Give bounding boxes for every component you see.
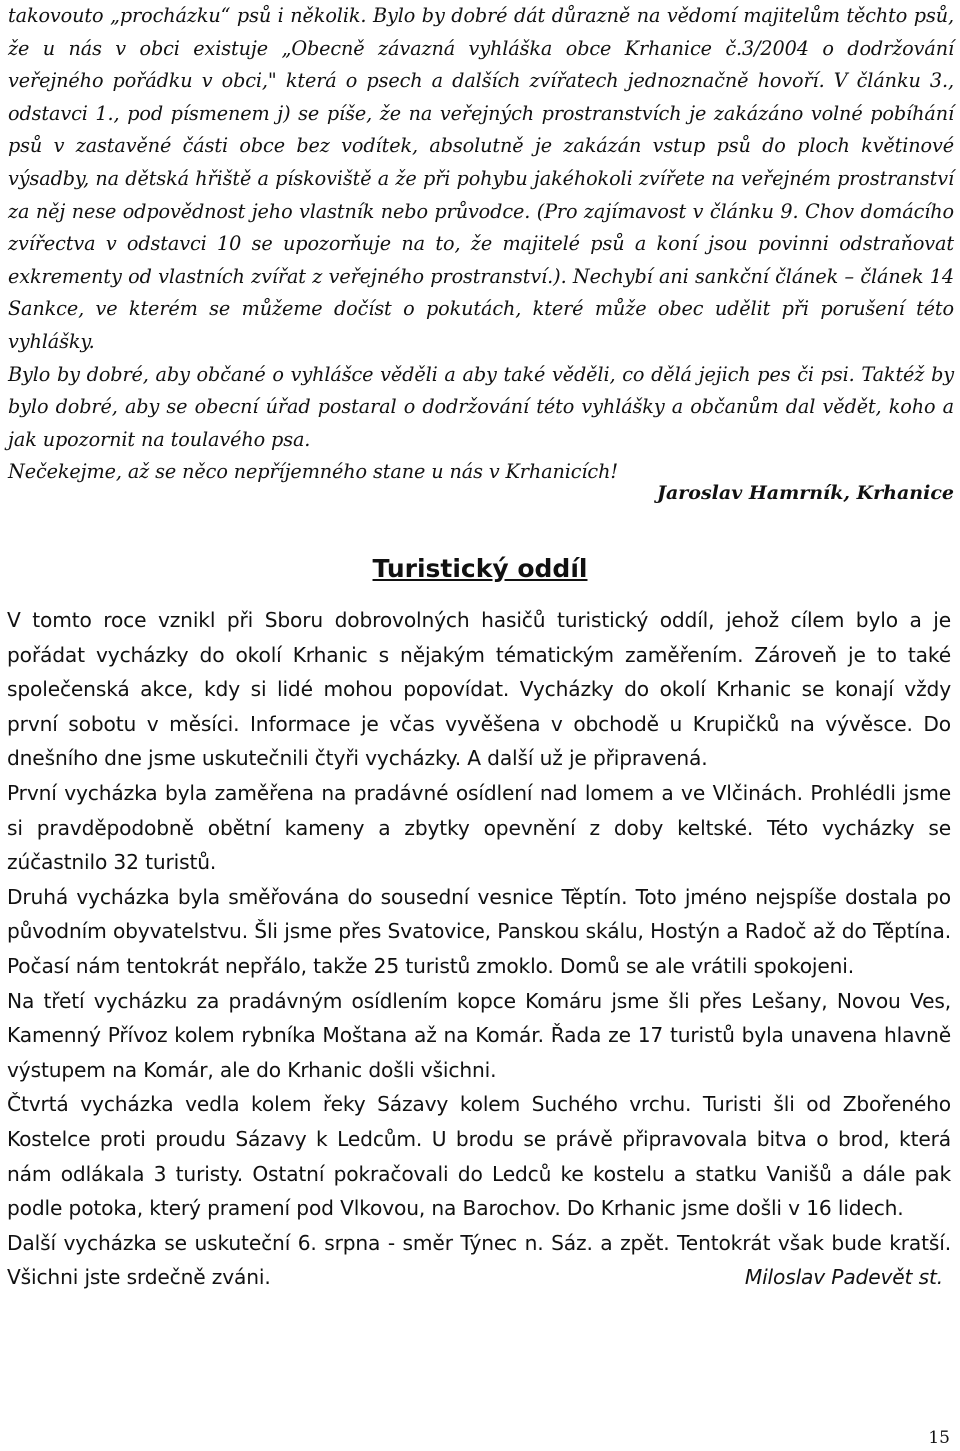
turist-article-body: [7, 603, 951, 1295]
dog-article-paragraph-1: takovouto „procházku“ psů i několik. Bylo by dobré dát důrazně na vědomí majitelům těchto psů, že u nás v obci existuje „Obecně závazná vyhláška obce Krhanice č.3/2004 o dodržování veřejného pořádku v obci," která o psech a dalších zvířatech jednoznačně hovoří. V článku 3., odstavci 1., pod písmenem j) se píše, že na veřejných prostranstvích je zakázáno volné pobíhání psů v zastavěné části obce bez vodítek, absolutně je zakázán vstup psů do ploch květinové výsadby, na dětská hřiště a pískoviště a že při pohybu jakéhokoli zvířete na veřejném prostranství za něj nese odpovědnost jeho vlastník nebo průvodce. (Pro zajímavost v článku 9. Chov domácího zvířectva v odstavci 10 se upozorňuje na to, že majitelé psů a koní jsou povinni odstraňovat exkrementy od vlastních zvířat z veřejného prostranství.). Nechybí ani sankční článek – článek 14 Sankce, ve kterém se můžeme dočíst o pokutách, které může obec udělit při porušení této vyhlášky.: [8, 4, 954, 353]
dog-article-paragraph-3: Nečekejme, až se něco nepříjemného stane u nás v Krhanicích!: [8, 460, 618, 484]
turist-paragraph-6: [7, 1226, 951, 1295]
turist-paragraph-1: V tomto roce vznikl při Sboru dobrovolných hasičů turistický oddíl, jehož cílem bylo a je pořádat vycházky do okolí Krhanic s nějakým tématickým zaměřením. Zároveň je to také společenská akce, kdy si lidé mohou popovídat. Vycházky do okolí Krhanic se konají vždy první sobotu v měsíci. Informace je včas vyvěšena v obchodě u Krupičků na vývěsce. Do dnešního dne jsme uskutečnili čtyři vycházky. A další už je připravená.: [7, 608, 951, 771]
page-number: 15: [928, 1428, 950, 1448]
turist-paragraph-2: První vycházka byla zaměřena na pradávné osídlení nad lomem a ve Vlčinách. Prohlédli jsme si pravděpodobně obětní kameny a zbytky opevnění z doby keltské. Této vycházky se zúčastnilo 32 turistů.: [7, 780, 951, 875]
turist-article-title: Turistický oddíl: [372, 554, 588, 583]
turist-paragraph-3: Druhá vycházka byla směřována do sousední vesnice Těptín. Toto jméno nejspíše dostala po původním obyvatelstvu. Šli jsme přes Svatovice, Panskou skálu, Hostýn a Radoč až do Těptína. Počasí nám tentokrát nepřálo, takže 25 turistů zmoklo. Domů se ale vrátili spokojeni.: [7, 884, 951, 978]
dog-article-signature: Jaroslav Hamrník, Krhanice: [656, 482, 954, 504]
turist-article-author: Miloslav Padevět st.: [744, 1265, 943, 1290]
turist-paragraph-5: Čtvrtá vycházka vedla kolem řeky Sázavy kolem Suchého vrchu. Turisti šli od Zbořeného Kostelce proti proudu Sázavy k Ledcům. U brodu se právě připravovala bitva o brod, která nám odlákala 3 turisty. Ostatní pokračovali do Ledců ke kostelu a statku Vanišů a dále pak podle potoka, který pramení pod Vlkovou, na Barochov. Do Krhanic jsme došli v 16 lidech.: [7, 1092, 951, 1221]
dog-article-paragraph-2: Bylo by dobré, aby občané o vyhlášce věděli a aby také věděli, co dělá jejich pes či psi. Taktéž by bylo dobré, aby se obecní úřad postaral o dodržování této vyhlášky a občanům dal vědět, koho a jak upozornit na toulavého psa.: [8, 362, 954, 451]
dog-article-body: [8, 0, 954, 489]
turist-paragraph-4: Na třetí vycházku za pradávným osídlením kopce Komáru jsme šli přes Lešany, Novou Ves, Kamenný Přívoz kolem rybníka Moštana až na Komár. Řada ze 17 turistů byla unavena hlavně výstupem na Komár, ale do Krhanic došli všichni.: [7, 988, 951, 1082]
turist-last-paragraph-text: Další vycházka se uskuteční 6. srpna - směr Týnec n. Sáz. a zpět. Tentokrát však bude kratší. Všichni jste srdečně zváni.: [7, 1230, 951, 1290]
